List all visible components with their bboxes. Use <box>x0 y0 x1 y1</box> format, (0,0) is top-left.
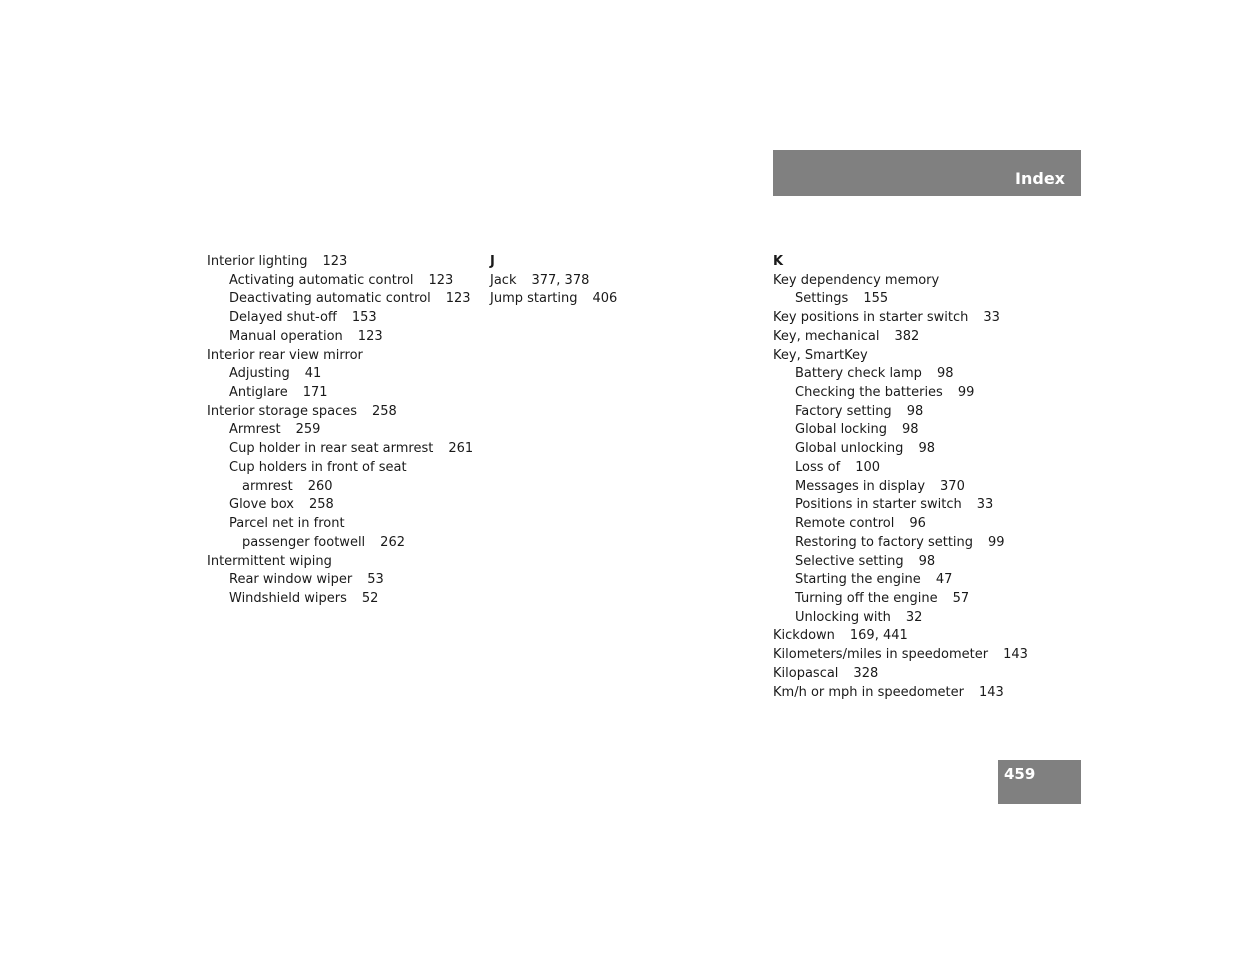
entry-page-ref: 99 <box>957 385 975 401</box>
entry-term: Parcel net in front <box>229 516 345 532</box>
index-subentry <box>207 590 482 609</box>
index-entry <box>773 665 1073 684</box>
entry-term: Checking the batteries <box>795 385 943 401</box>
entry-page-ref: 123 <box>357 328 383 344</box>
index-subentry <box>773 403 1073 422</box>
page-title: Index <box>1015 169 1065 188</box>
entry-term: Interior lighting <box>207 254 308 269</box>
entry-term: Loss of <box>795 459 841 475</box>
entry-page-ref: 258 <box>371 403 397 419</box>
entry-page-ref: 98 <box>918 553 936 569</box>
entry-page-ref: 98 <box>936 366 954 382</box>
index-subentry <box>207 365 482 384</box>
entry-term: Remote control <box>795 516 895 532</box>
entry-term: Jump starting <box>490 291 578 307</box>
index-subentry <box>773 290 1073 309</box>
entry-page-ref: 100 <box>855 459 881 475</box>
index-column-3 <box>773 253 1073 702</box>
index-entry <box>207 553 482 572</box>
entry-term: Manual operation <box>229 328 343 344</box>
entry-page-ref: 96 <box>909 516 926 532</box>
entry-page-ref: 370 <box>940 478 965 494</box>
index-subentry <box>773 365 1073 384</box>
entry-term: Jack <box>490 272 517 288</box>
entry-term: Deactivating automatic control <box>229 291 431 307</box>
entry-page-ref: 57 <box>952 590 970 606</box>
entry-term: Interior storage spaces <box>207 403 357 419</box>
index-subentry <box>207 459 482 478</box>
index-subentry <box>207 478 482 497</box>
entry-term: Activating automatic control <box>229 272 414 288</box>
index-letter-heading <box>490 253 750 272</box>
entry-page-ref: 169, 441 <box>849 628 908 644</box>
entry-term: Km/h or mph in speedometer <box>773 684 964 700</box>
entry-term: Battery check lamp <box>795 366 922 382</box>
entry-page-ref: 143 <box>978 684 1004 700</box>
entry-term: Factory setting <box>795 403 892 419</box>
index-entry <box>490 272 750 291</box>
index-subentry <box>773 534 1073 553</box>
index-entry <box>773 272 1073 291</box>
entry-term: J <box>490 254 495 269</box>
entry-term: Key, mechanical <box>773 328 880 344</box>
entry-page-ref: 32 <box>905 609 923 625</box>
index-subentry <box>773 496 1073 515</box>
entry-term: Restoring to factory setting <box>795 534 974 550</box>
page-number: 459 <box>1004 765 1036 783</box>
entry-term: Messages in display <box>795 478 926 494</box>
entry-page-ref: 406 <box>592 291 618 307</box>
index-subentry <box>207 440 482 459</box>
entry-page-ref: 261 <box>448 441 474 457</box>
index-entry <box>207 403 482 422</box>
entry-term: Intermittent wiping <box>207 553 332 569</box>
entry-page-ref: 382 <box>894 328 920 344</box>
index-subentry <box>773 459 1073 478</box>
entry-page-ref: 328 <box>853 665 879 681</box>
entry-term: Global locking <box>795 422 887 438</box>
index-subentry <box>773 384 1073 403</box>
entry-page-ref: 377, 378 <box>531 272 590 288</box>
entry-term: Kilopascal <box>773 665 839 681</box>
entry-page-ref: 33 <box>983 310 1000 326</box>
entry-page-ref: 259 <box>295 422 321 438</box>
entry-term: Key dependency memory <box>773 272 940 288</box>
entry-term: Key positions in starter switch <box>773 310 969 326</box>
index-subentry <box>207 515 482 534</box>
entry-term: K <box>773 254 784 269</box>
entry-term: Delayed shut-off <box>229 310 337 326</box>
entry-page-ref: 258 <box>308 497 334 513</box>
index-subentry <box>773 609 1073 628</box>
entry-term: Positions in starter switch <box>795 497 962 513</box>
entry-page-ref: 47 <box>935 572 953 588</box>
entry-page-ref: 143 <box>1003 647 1028 663</box>
index-subentry <box>773 440 1073 459</box>
entry-page-ref: 98 <box>901 422 919 438</box>
entry-page-ref: 260 <box>307 478 333 494</box>
index-subentry <box>207 272 482 291</box>
entry-page-ref: 155 <box>863 291 889 307</box>
entry-term: Glove box <box>229 497 294 513</box>
index-subentry <box>207 571 482 590</box>
entry-page-ref: 53 <box>367 572 384 588</box>
index-subentry <box>773 421 1073 440</box>
index-subentry <box>207 328 482 347</box>
page-number-box <box>998 760 1081 804</box>
index-subentry <box>207 384 482 403</box>
index-entry <box>207 253 482 272</box>
entry-term: Unlocking with <box>795 609 891 625</box>
entry-page-ref: 99 <box>988 534 1005 550</box>
entry-term: passenger footwell <box>242 534 366 550</box>
entry-term: Key, SmartKey <box>773 347 868 363</box>
entry-term: Adjusting <box>229 366 290 382</box>
entry-term: Antiglare <box>229 385 288 401</box>
index-entry <box>773 646 1073 665</box>
entry-page-ref: 33 <box>976 497 994 513</box>
entry-term: Armrest <box>229 422 281 438</box>
index-subentry <box>207 309 482 328</box>
index-subentry <box>207 534 482 553</box>
index-subentry <box>773 571 1073 590</box>
entry-term: Settings <box>795 291 849 307</box>
entry-page-ref: 98 <box>906 403 924 419</box>
index-subentry <box>773 478 1073 497</box>
entry-term: Kilometers/miles in speedometer <box>773 647 989 663</box>
entry-term: Turning off the engine <box>795 590 938 606</box>
index-entry <box>773 347 1073 366</box>
entry-page-ref: 153 <box>351 310 377 326</box>
index-entry <box>207 347 482 366</box>
entry-term: Cup holders in front of seat <box>229 459 407 475</box>
index-entry <box>773 309 1073 328</box>
entry-term: armrest <box>242 478 293 494</box>
entry-page-ref: 171 <box>302 385 328 401</box>
index-subentry <box>773 553 1073 572</box>
entry-page-ref: 123 <box>445 291 471 307</box>
index-subentry <box>773 515 1073 534</box>
entry-page-ref: 262 <box>380 534 405 550</box>
entry-term: Cup holder in rear seat armrest <box>229 441 434 457</box>
entry-page-ref: 98 <box>918 441 935 457</box>
entry-term: Global unlocking <box>795 441 904 457</box>
index-subentry <box>207 496 482 515</box>
index-subentry <box>207 290 482 309</box>
index-entry <box>773 328 1073 347</box>
entry-term: Starting the engine <box>795 572 921 588</box>
index-column-1 <box>207 253 482 609</box>
index-header-tab <box>773 150 1081 196</box>
entry-term: Rear window wiper <box>229 572 353 588</box>
index-entry <box>773 684 1073 703</box>
entry-page-ref: 52 <box>361 590 379 606</box>
entry-page-ref: 123 <box>428 272 454 288</box>
index-entry <box>773 627 1073 646</box>
entry-term: Windshield wipers <box>229 590 347 606</box>
entry-page-ref: 123 <box>322 254 348 269</box>
entry-term: Selective setting <box>795 553 904 569</box>
index-letter-heading <box>773 253 1073 272</box>
entry-term: Kickdown <box>773 628 835 644</box>
entry-page-ref: 41 <box>304 366 322 382</box>
index-subentry <box>773 590 1073 609</box>
entry-term: Interior rear view mirror <box>207 347 363 363</box>
index-entry <box>490 290 750 309</box>
index-column-2 <box>490 253 750 309</box>
index-subentry <box>207 421 482 440</box>
